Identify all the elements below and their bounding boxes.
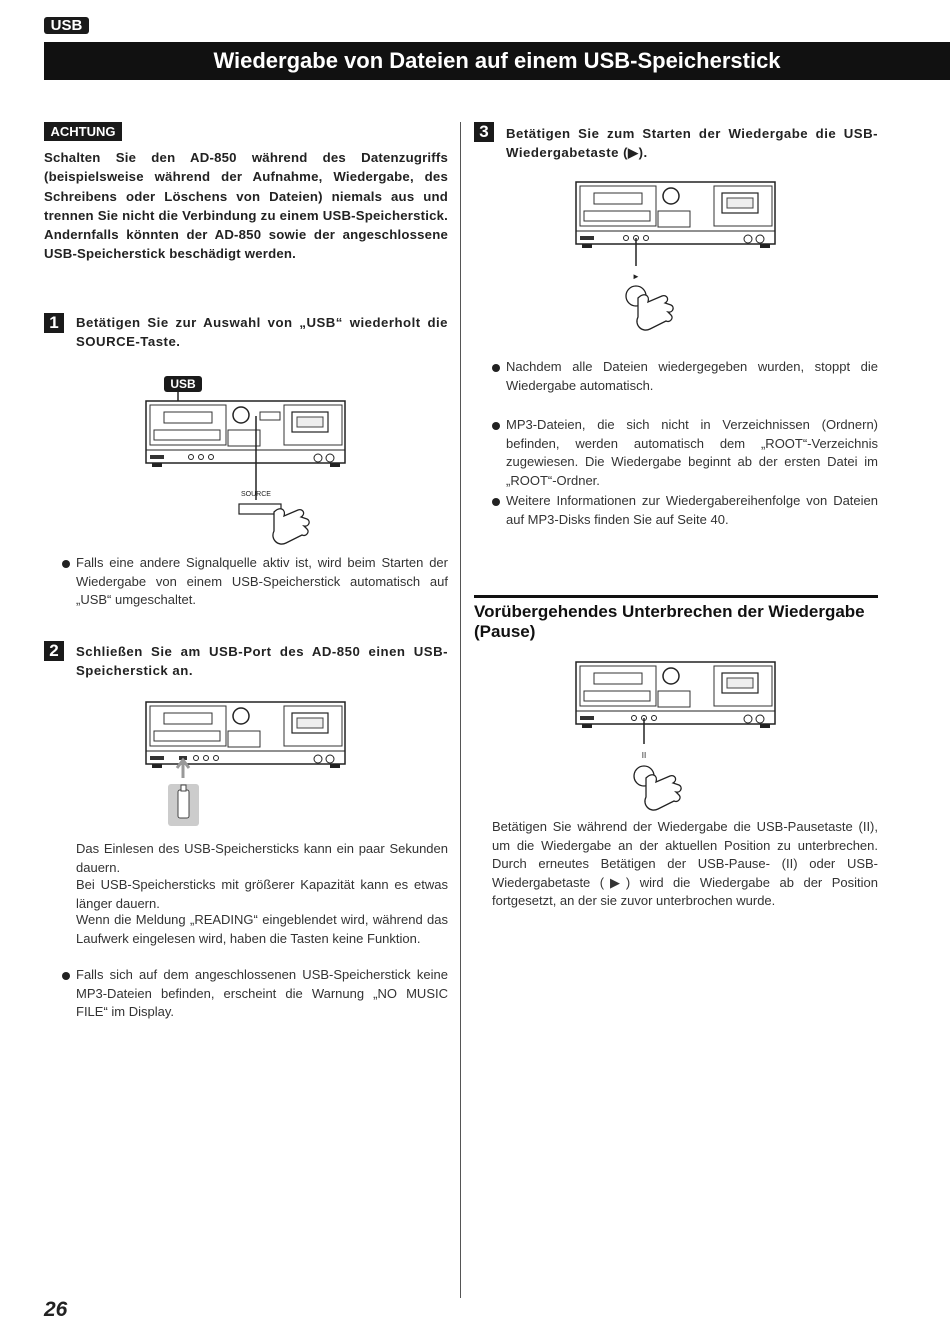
bullet-icon (62, 972, 70, 980)
bullet-icon (492, 498, 500, 506)
bullet-icon (62, 560, 70, 568)
section-rule (474, 595, 878, 598)
pause-text: Betätigen Sie während der Wiedergabe die USB-Pausetaste (II), um die Wiedergabe an der aktuellen Position zu unterbrechen. Durch erneutes Betätigen der USB-Pause- (II) oder USB-Wiedergabetaste (▶) wird die Wiedergabe ab der Position fortgesetzt, an der sie zuvor unterbrochen wurde. (492, 819, 878, 908)
step-1-number: 1 (44, 313, 64, 333)
step-2-paragraph: Das Einlesen des USB-Speichersticks kann ein paar Sekunden dauern. (76, 841, 448, 875)
step-3-note: Weitere Informationen zur Wiedergabereihenfolge von Dateien auf MP3-Disks finden Sie auf Seite 40. (506, 493, 878, 527)
usb-badge: USB (170, 377, 196, 391)
bullet-icon (492, 364, 500, 372)
deck-figure-pause (576, 660, 776, 810)
pause-symbol: II (641, 751, 647, 760)
deck-figure-play (576, 180, 776, 330)
step-3-text: Betätigen Sie zum Starten der Wiedergabe die USB-Wiedergabetaste (▶). (506, 126, 878, 160)
step-2-paragraph: Wenn die Meldung „READING“ eingeblendet wird, während das Laufwerk eingelesen wird, haben die Tasten keine Funktion. (76, 912, 448, 946)
section-heading: Vorübergehendes Unterbrechen der Wiedergabe (Pause) (474, 602, 865, 641)
column-divider (460, 122, 461, 1298)
source-label: SOURCE (241, 491, 271, 498)
step-1-text: Betätigen Sie zur Auswahl von „USB“ wiederholt die SOURCE-Taste. (76, 315, 448, 349)
page-title: Wiedergabe von Dateien auf einem USB-Speicherstick (44, 42, 950, 80)
step-2-note: Falls sich auf dem angeschlossenen USB-Speicherstick keine MP3-Dateien befinden, erscheint die Warnung „NO MUSIC FILE“ im Display. (76, 967, 448, 1019)
step-3-note: Nachdem alle Dateien wiedergegeben wurden, stoppt die Wiedergabe automatisch. (506, 359, 878, 393)
step-1-note: Falls eine andere Signalquelle aktiv ist, wird beim Starten der Wiedergabe von einem USB-Speicherstick automatisch auf „USB“ umgeschaltet. (76, 555, 448, 607)
deck-figure-usb-port (146, 700, 346, 830)
warning-text: Schalten Sie den AD-850 während des Datenzugriffs (beispielsweise während der Aufnahme, Wiedergabe, des Schreibens oder Löschens von Dateien) niemals aus und trennen Sie nicht die Verbindung zu einem USB-Speicherstick. Andernfalls könnten der AD-850 sowie der angeschlossene USB-Speicherstick beschädigt werden. (44, 150, 448, 262)
play-symbol: ► (632, 272, 640, 281)
deck-figure-source (146, 372, 346, 542)
bullet-icon (492, 422, 500, 430)
warning-label: ACHTUNG (44, 122, 122, 141)
step-2-paragraph: Bei USB-Speichersticks mit größerer Kapazität kann es etwas länger dauern. (76, 877, 448, 911)
section-tag: USB (44, 17, 89, 34)
step-2-text: Schließen Sie am USB-Port des AD-850 einen USB-Speicherstick an. (76, 644, 448, 678)
step-3-note: MP3-Dateien, die sich nicht in Verzeichnissen (Ordnern) befinden, werden automatisch dem „ROOT“-Verzeichnis zugewiesen. Die Wiedergabe beginnt ab der ersten Datei im „ROOT“-Ordner. (506, 417, 878, 488)
page-number: 26 (44, 1298, 68, 1321)
step-2-number: 2 (44, 641, 64, 661)
step-3-number: 3 (474, 122, 494, 142)
